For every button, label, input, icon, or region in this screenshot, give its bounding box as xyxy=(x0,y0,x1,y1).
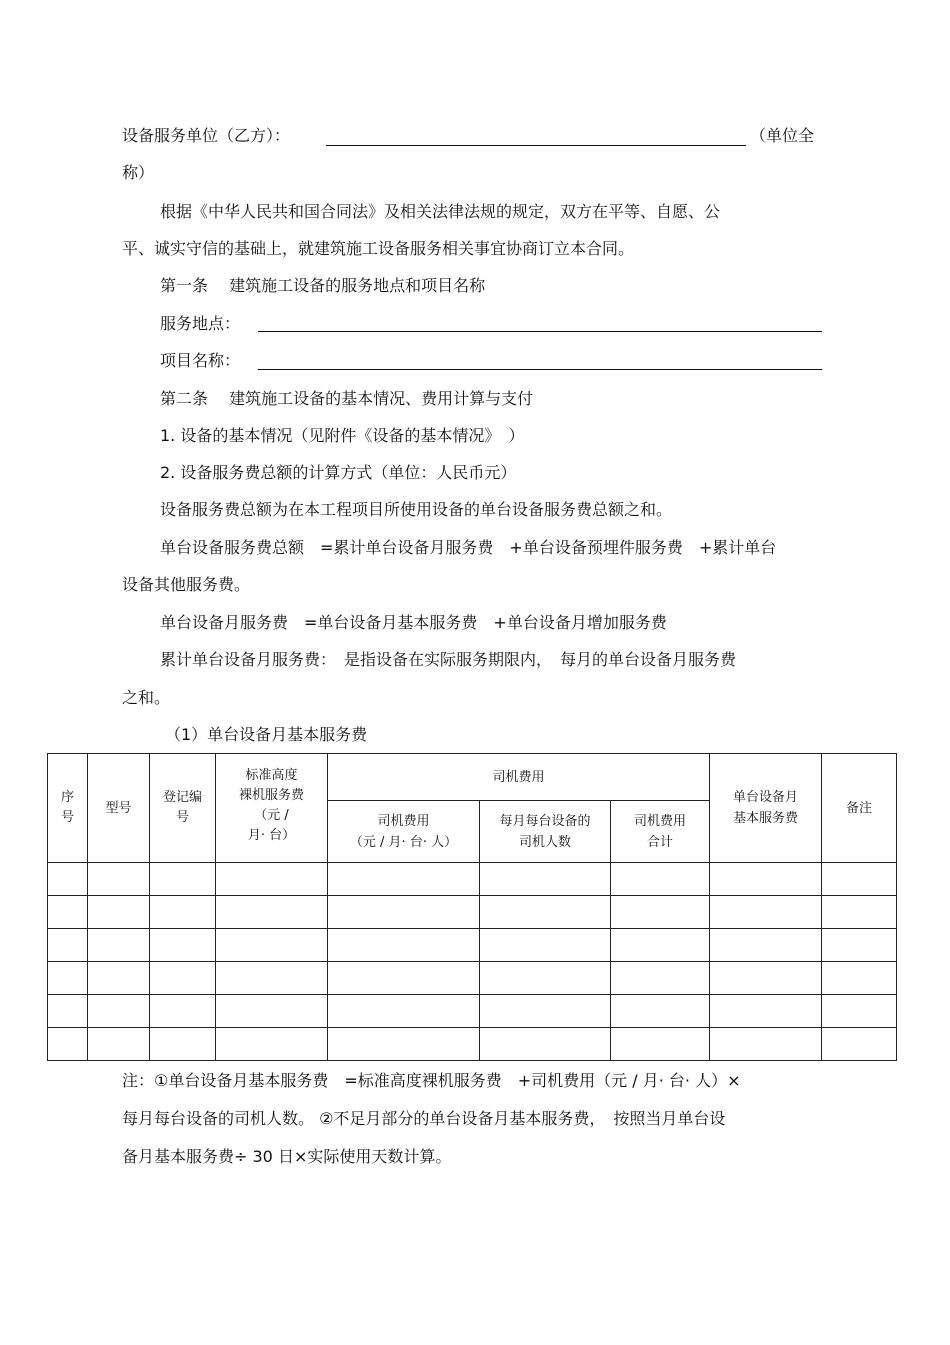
table-cell[interactable] xyxy=(150,962,216,995)
table-cell[interactable] xyxy=(710,995,822,1028)
table-cell[interactable] xyxy=(48,896,88,929)
article-2-paragraph-2-line-1: 单台设备服务费总额 =累计单台设备月服务费 +单台设备预埋件服务费 +累计单台 xyxy=(160,538,777,557)
table-cell[interactable] xyxy=(216,995,328,1028)
party-b-name-field[interactable] xyxy=(326,145,746,146)
table-cell[interactable] xyxy=(216,863,328,896)
party-b-suffix: （单位全 xyxy=(750,126,815,145)
table-row xyxy=(48,962,897,995)
header-std-fee: 标准高度 裸机服务费 （元 / 月· 台） xyxy=(216,754,328,863)
table-cell[interactable] xyxy=(822,896,897,929)
party-b-suffix-cont: 称） xyxy=(122,163,155,182)
table-cell[interactable] xyxy=(822,962,897,995)
table-cell[interactable] xyxy=(480,896,611,929)
table-cell[interactable] xyxy=(88,863,150,896)
header-drivers-per-device: 每月每台设备的 司机人数 xyxy=(480,801,611,863)
table-cell[interactable] xyxy=(150,929,216,962)
header-model: 型号 xyxy=(88,754,150,863)
table-cell[interactable] xyxy=(480,863,611,896)
table-cell[interactable] xyxy=(710,1028,822,1061)
table-cell[interactable] xyxy=(88,929,150,962)
header-driver-total: 司机费用 合计 xyxy=(611,801,710,863)
table-cell[interactable] xyxy=(88,995,150,1028)
service-location-field[interactable] xyxy=(258,331,822,332)
table-cell[interactable] xyxy=(822,995,897,1028)
article-2-paragraph-4-line-1: 累计单台设备月服务费： 是指设备在实际服务期限内， 每月的单台设备月服务费 xyxy=(160,650,737,669)
table-cell[interactable] xyxy=(48,962,88,995)
table-cell[interactable] xyxy=(88,962,150,995)
header-monthly-fee: 单台设备月 基本服务费 xyxy=(710,754,822,863)
header-remark: 备注 xyxy=(822,754,897,863)
note-line-2: 每月每台设备的司机人数。 ②不足月部分的单台设备月基本服务费， 按照当月单台设 xyxy=(122,1109,726,1128)
table-cell[interactable] xyxy=(611,896,710,929)
table-cell[interactable] xyxy=(480,929,611,962)
table-cell[interactable] xyxy=(611,1028,710,1061)
note-line-1: 注：①单台设备月基本服务费 =标准高度裸机服务费 +司机费用（元 / 月· 台· 人）× xyxy=(122,1071,741,1090)
table-cell[interactable] xyxy=(216,1028,328,1061)
header-driver-fee: 司机费用 xyxy=(328,754,710,801)
header-driver-unit-fee: 司机费用 （元 / 月· 台· 人） xyxy=(328,801,480,863)
intro-line-1: 根据《中华人民共和国合同法》及相关法律法规的规定，双方在平等、自愿、公 xyxy=(160,202,721,221)
table-cell[interactable] xyxy=(822,929,897,962)
table-cell[interactable] xyxy=(710,929,822,962)
table-cell[interactable] xyxy=(611,962,710,995)
table-row xyxy=(48,863,897,896)
table-cell[interactable] xyxy=(480,962,611,995)
table-cell[interactable] xyxy=(611,995,710,1028)
table-cell[interactable] xyxy=(710,962,822,995)
header-seq: 序号 xyxy=(48,754,88,863)
table-cell[interactable] xyxy=(150,896,216,929)
article-2-title: 第二条 建筑施工设备的基本情况、费用计算与支付 xyxy=(160,389,534,408)
table-cell[interactable] xyxy=(150,863,216,896)
table-cell[interactable] xyxy=(328,929,480,962)
table-cell[interactable] xyxy=(480,1028,611,1061)
table-cell[interactable] xyxy=(48,1028,88,1061)
table-cell[interactable] xyxy=(710,896,822,929)
article-2-item-1: 1. 设备的基本情况（见附件《设备的基本情况》 ） xyxy=(160,426,525,445)
table-cell[interactable] xyxy=(48,929,88,962)
article-2-paragraph-2-line-2: 设备其他服务费。 xyxy=(122,575,251,594)
table-cell[interactable] xyxy=(328,896,480,929)
party-b-label: 设备服务单位（乙方）： xyxy=(122,126,291,145)
service-location-label: 服务地点： xyxy=(160,314,241,333)
table-cell[interactable] xyxy=(88,896,150,929)
table-row xyxy=(48,995,897,1028)
intro-line-2: 平、诚实守信的基础上，就建筑施工设备服务相关事宜协商订立本合同。 xyxy=(122,239,635,258)
monthly-fee-table xyxy=(47,753,897,1061)
table-row xyxy=(48,896,897,929)
article-2-paragraph-4-line-2: 之和。 xyxy=(122,688,171,707)
table-caption: （1）单台设备月基本服务费 xyxy=(165,725,368,744)
table-cell[interactable] xyxy=(328,995,480,1028)
table-cell[interactable] xyxy=(328,863,480,896)
table-cell[interactable] xyxy=(480,995,611,1028)
table-cell[interactable] xyxy=(822,1028,897,1061)
table-cell[interactable] xyxy=(216,962,328,995)
note-line-3: 备月基本服务费÷ 30 日×实际使用天数计算。 xyxy=(122,1147,452,1166)
table-cell[interactable] xyxy=(710,863,822,896)
table-cell[interactable] xyxy=(48,995,88,1028)
table-cell[interactable] xyxy=(611,863,710,896)
table-cell[interactable] xyxy=(328,962,480,995)
table-cell[interactable] xyxy=(150,1028,216,1061)
table-cell[interactable] xyxy=(611,929,710,962)
project-name-label: 项目名称： xyxy=(160,351,241,370)
table-cell[interactable] xyxy=(48,863,88,896)
article-2-paragraph-1: 设备服务费总额为在本工程项目所使用设备的单台设备服务费总额之和。 xyxy=(160,500,673,519)
table-cell[interactable] xyxy=(88,1028,150,1061)
table-row xyxy=(48,1028,897,1061)
header-reg-no: 登记编号 xyxy=(150,754,216,863)
article-1-title: 第一条 建筑施工设备的服务地点和项目名称 xyxy=(160,276,486,295)
table-cell[interactable] xyxy=(216,929,328,962)
article-2-item-2: 2. 设备服务费总额的计算方式（单位：人民币元） xyxy=(160,463,517,482)
table-cell[interactable] xyxy=(822,863,897,896)
table-cell[interactable] xyxy=(216,896,328,929)
table-row xyxy=(48,929,897,962)
table-cell[interactable] xyxy=(150,995,216,1028)
article-2-paragraph-3: 单台设备月服务费 =单台设备月基本服务费 +单台设备月增加服务费 xyxy=(160,613,667,632)
project-name-field[interactable] xyxy=(258,369,822,370)
table-cell[interactable] xyxy=(328,1028,480,1061)
